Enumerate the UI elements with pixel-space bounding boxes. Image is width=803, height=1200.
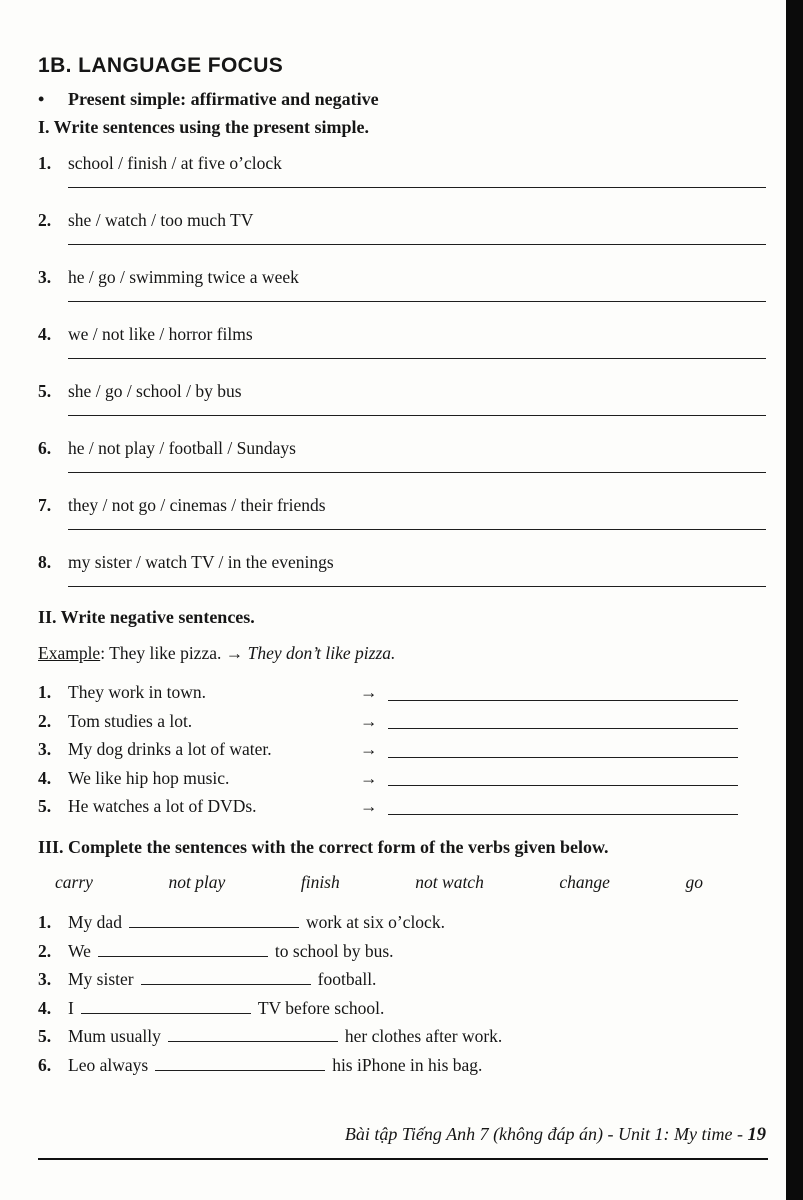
exercise2-item — [38, 764, 738, 793]
exercise3-item — [38, 908, 766, 937]
exercise1-item — [38, 265, 766, 302]
page-number: 19 — [747, 1125, 766, 1145]
example-label: Example — [38, 643, 101, 663]
fill-blank — [81, 996, 251, 1014]
item-after: TV before school. — [257, 997, 385, 1018]
item-prompt: we / not like / horror films — [68, 324, 253, 344]
item-text — [68, 937, 394, 966]
item-before: We — [68, 940, 91, 961]
item-prompt: My dog drinks a lot of water. — [68, 739, 272, 760]
fill-blank — [98, 939, 268, 957]
fill-blank — [129, 910, 299, 928]
item-number: 3. — [38, 267, 52, 287]
item-number: 2. — [38, 210, 52, 230]
word-bank-item: carry — [55, 871, 93, 892]
exercise1-item — [38, 151, 766, 188]
section1-heading: I. Write sentences using the present simple. — [38, 117, 369, 137]
exercise3-item — [38, 1051, 766, 1080]
arrow-icon: → — [360, 682, 378, 702]
arrow-icon: → — [360, 796, 378, 817]
item-number: 8. — [38, 552, 52, 572]
arrow-icon: → — [360, 739, 378, 760]
scan-edge-bar — [786, 0, 803, 1200]
item-before: My dad — [68, 911, 122, 932]
exercise3-item — [38, 965, 766, 994]
fill-blank — [155, 1053, 325, 1071]
section3-heading: III. Complete the sentences with the correct form of the verbs given below. — [38, 836, 609, 857]
item-prompt: He watches a lot of DVDs. — [68, 796, 257, 817]
item-number: 5. — [38, 1026, 52, 1047]
footer-rule — [38, 1158, 768, 1160]
item-before: Leo always — [68, 1054, 149, 1075]
item-prompt: she / go / school / by bus — [68, 381, 242, 401]
item-number: 4. — [38, 997, 52, 1018]
item-prompt: she / watch / too much TV — [68, 210, 254, 230]
item-prompt: my sister / watch TV / in the evenings — [68, 552, 334, 572]
exercise1-item — [38, 208, 766, 245]
fill-blank — [141, 967, 311, 985]
exercise2-item — [38, 735, 738, 764]
item-after: his iPhone in his bag. — [332, 1054, 483, 1075]
word-bank-item: finish — [300, 871, 340, 892]
word-bank-item: not play — [168, 871, 226, 892]
exercise3-item — [38, 937, 766, 966]
item-after: football. — [317, 969, 377, 990]
answer-line — [68, 187, 766, 188]
item-text — [68, 994, 384, 1023]
item-text — [68, 1051, 482, 1080]
item-before: Mum usually — [68, 1026, 161, 1047]
exercise1-item — [38, 550, 766, 587]
item-text — [68, 1022, 502, 1051]
item-number: 1. — [38, 911, 52, 932]
item-after: her clothes after work. — [344, 1026, 503, 1047]
item-prompt: We like hip hop music. — [68, 767, 230, 788]
lesson-subtitle — [38, 89, 766, 110]
item-after: work at six o’clock. — [305, 911, 445, 932]
item-prompt: they / not go / cinemas / their friends — [68, 495, 326, 515]
word-bank-item: not watch — [415, 871, 484, 892]
item-prompt: Tom studies a lot. — [68, 710, 193, 731]
answer-line — [388, 678, 738, 701]
example-prompt: : They like pizza. — [100, 643, 226, 663]
exercise2-item — [38, 707, 738, 736]
word-bank — [38, 872, 703, 893]
item-after: to school by bus. — [274, 940, 394, 961]
page-title: 1B. LANGUAGE FOCUS — [38, 54, 284, 77]
item-number: 4. — [38, 324, 52, 344]
item-number: 3. — [38, 739, 52, 760]
exercise2-item — [38, 792, 738, 821]
item-text — [68, 908, 445, 937]
item-prompt: They work in town. — [68, 682, 207, 702]
answer-line — [388, 735, 738, 758]
example-answer: They don’t like pizza. — [247, 643, 396, 663]
subtitle-text: Present simple: affirmative and negative — [68, 89, 379, 109]
page-footer — [38, 1124, 766, 1146]
item-number: 7. — [38, 495, 52, 515]
exercise1-item — [38, 436, 766, 473]
arrow-icon: → — [360, 710, 378, 731]
fill-blank — [168, 1024, 338, 1042]
item-number: 2. — [38, 710, 52, 731]
item-number: 5. — [38, 796, 52, 817]
worksheet-page — [38, 54, 766, 1080]
answer-line — [68, 415, 766, 416]
item-number: 6. — [38, 1054, 52, 1075]
arrow-icon: → — [225, 643, 244, 663]
example-sentence — [38, 641, 766, 665]
answer-line — [68, 244, 766, 245]
footer-text: Bài tập Tiếng Anh 7 (không đáp án) - Unit 1: My time - — [344, 1124, 748, 1144]
item-number: 5. — [38, 381, 52, 401]
item-number: 1. — [38, 682, 52, 702]
bullet-icon: • — [38, 89, 45, 109]
item-number: 2. — [38, 940, 52, 961]
exercise3-item — [38, 1022, 766, 1051]
section2-heading: II. Write negative sentences. — [38, 607, 255, 627]
item-prompt: he / not play / football / Sundays — [68, 438, 296, 458]
item-text — [68, 965, 376, 994]
item-prompt: school / finish / at five o’clock — [68, 153, 282, 173]
item-number: 3. — [38, 969, 52, 990]
exercise2-item — [38, 678, 738, 707]
item-number: 1. — [38, 153, 52, 173]
item-number: 6. — [38, 438, 52, 458]
item-before: I — [68, 997, 74, 1018]
answer-line — [68, 301, 766, 302]
answer-line — [68, 586, 766, 587]
answer-line — [388, 707, 738, 730]
item-prompt: he / go / swimming twice a week — [68, 267, 299, 287]
word-bank-item: change — [559, 871, 610, 892]
exercise1-item — [38, 493, 766, 530]
section2 — [38, 607, 766, 821]
exercise1-item — [38, 322, 766, 359]
item-number: 4. — [38, 767, 52, 788]
arrow-icon: → — [360, 767, 378, 788]
answer-line — [68, 529, 766, 530]
answer-line — [68, 472, 766, 473]
word-bank-item: go — [685, 871, 703, 892]
exercise3-item — [38, 994, 766, 1023]
item-before: My sister — [68, 969, 134, 990]
answer-line — [388, 792, 738, 815]
answer-line — [388, 764, 738, 787]
section3 — [38, 837, 766, 1080]
answer-line — [68, 358, 766, 359]
exercise1-item — [38, 379, 766, 416]
